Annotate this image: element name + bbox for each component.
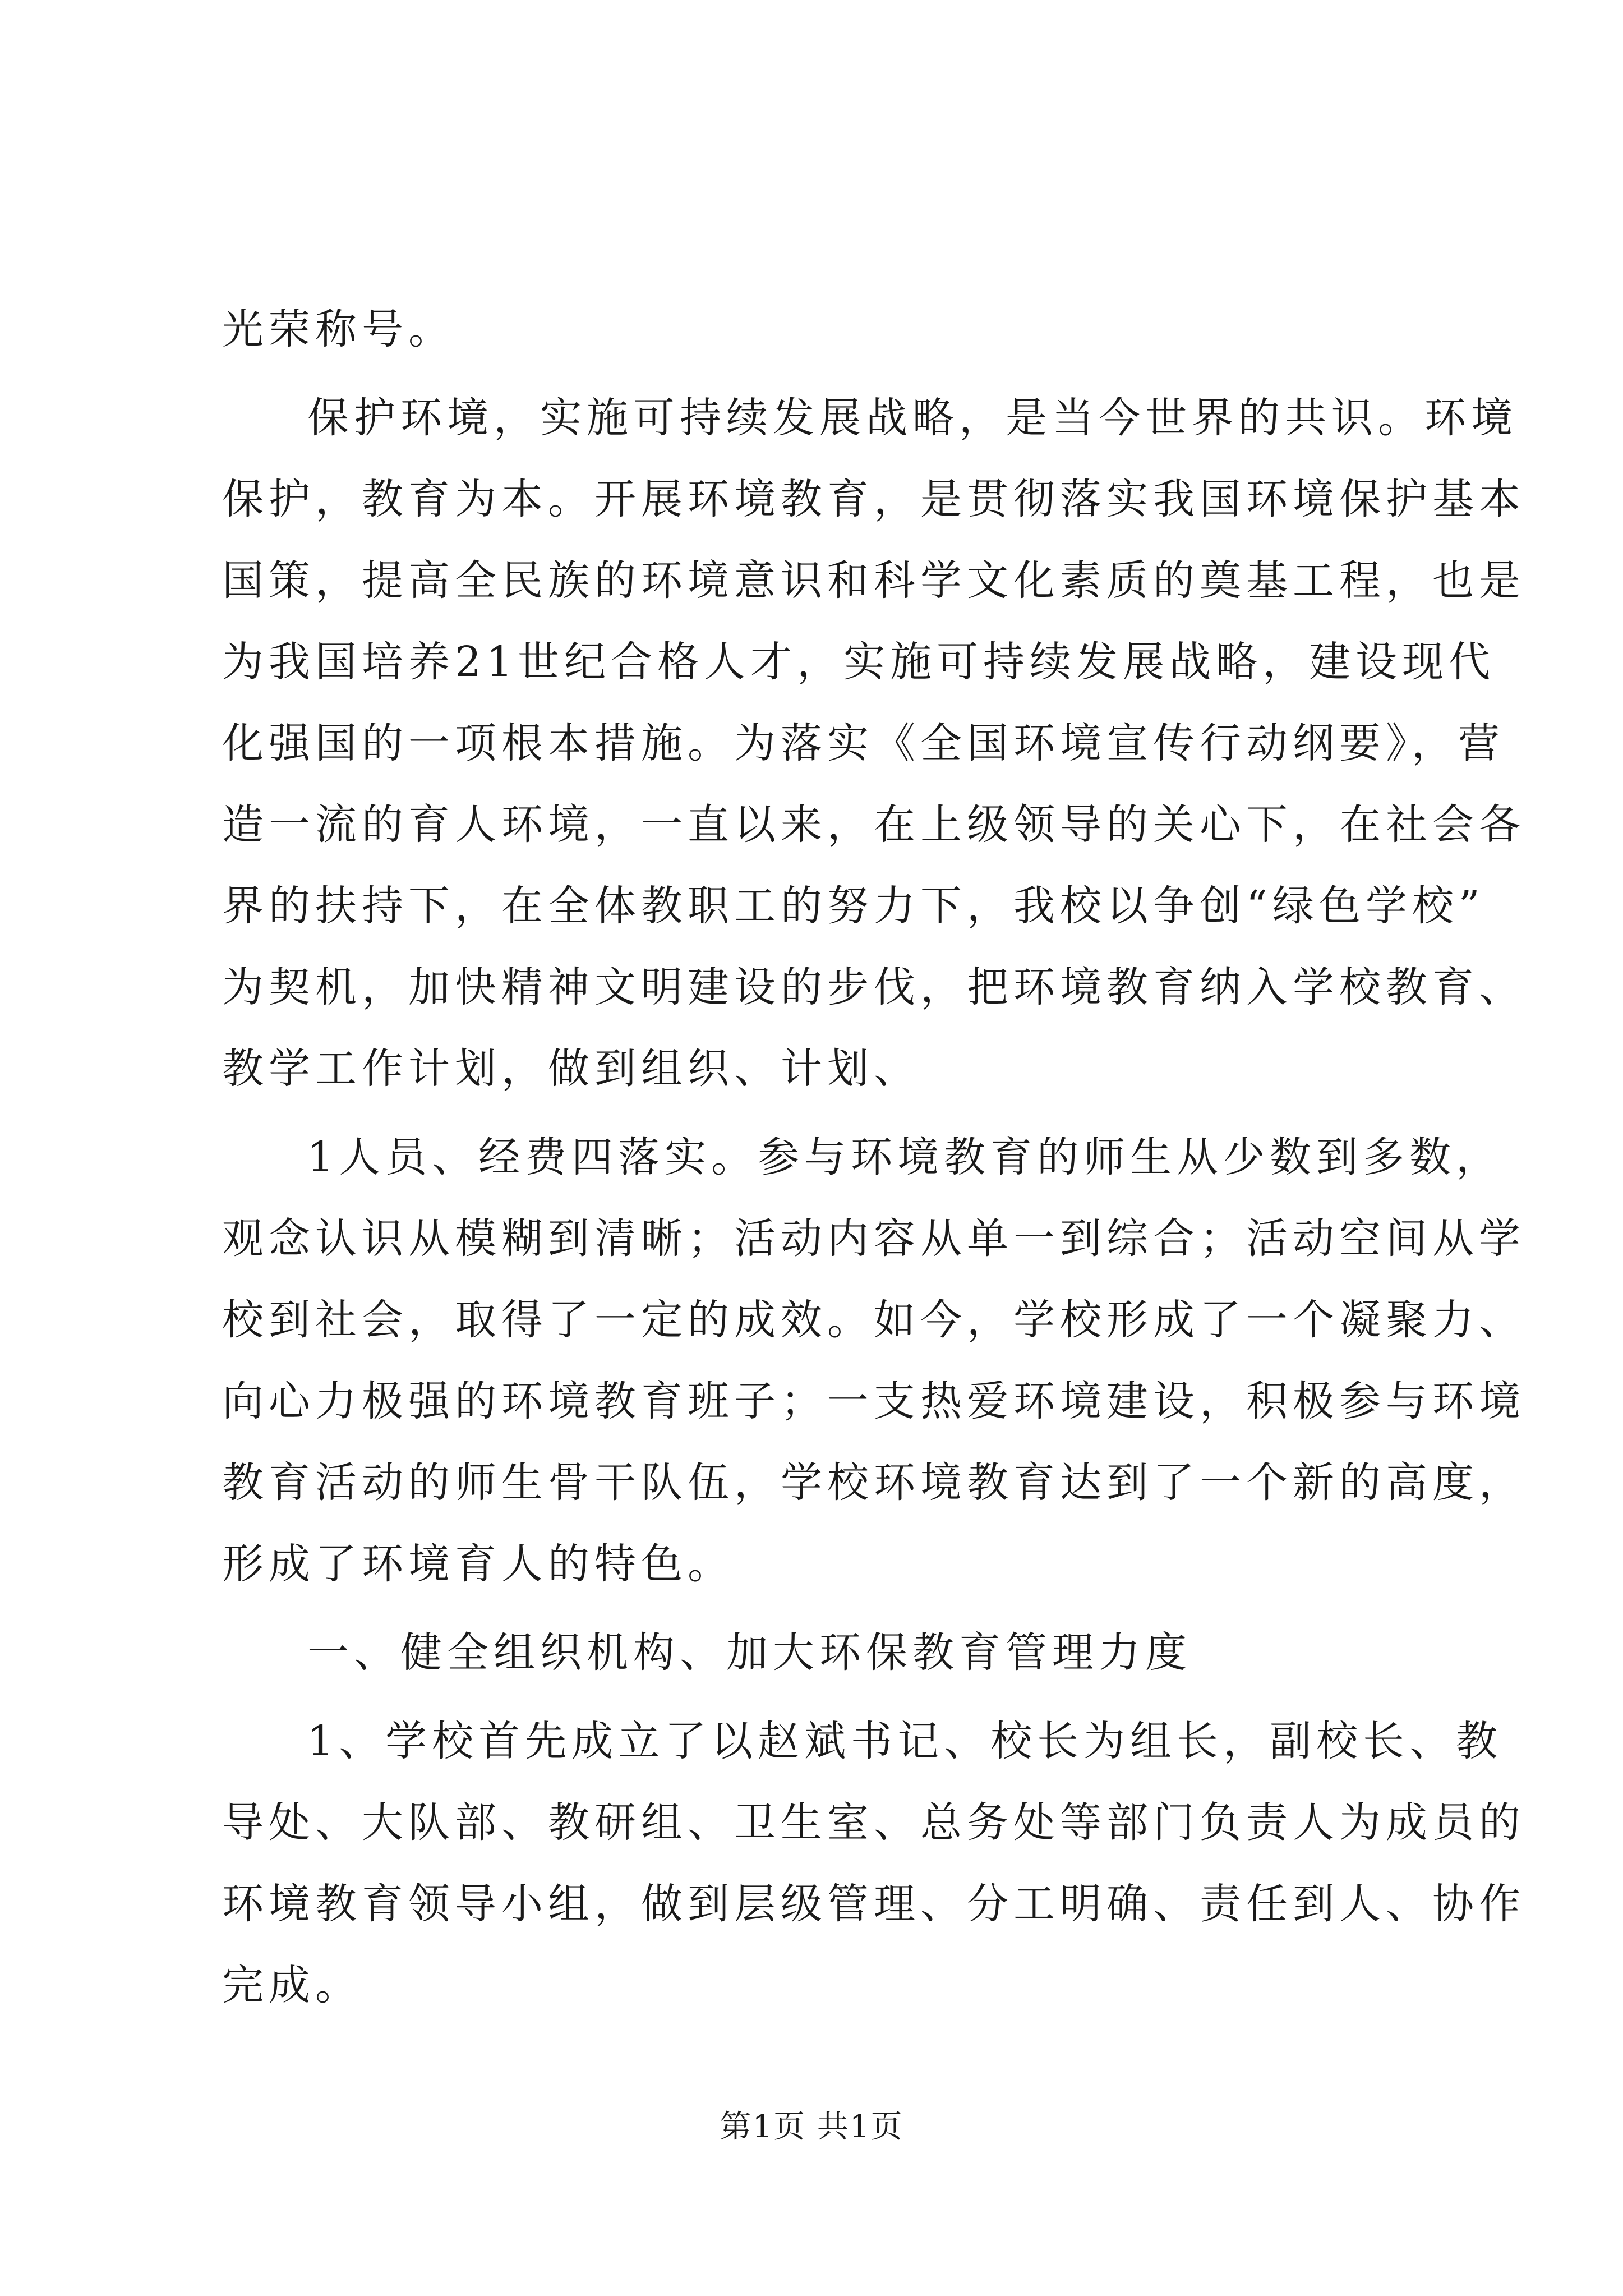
text-line: 界的扶持下，在全体教职工的努力下，我校以争创“绿色学校” xyxy=(222,882,1485,930)
text-line: 形成了环境育人的特色。 xyxy=(222,1540,734,1588)
paragraph-start-line: 保护环境，实施可持续发展战略，是当今世界的共识。环境 xyxy=(307,394,1518,442)
text-line: 为契机，加快精神文明建设的步伐，把环境教育纳入学校教育、 xyxy=(222,963,1525,1011)
paragraph-start-line: 1、学校首先成立了以赵斌书记、校长为组长，副校长、教 xyxy=(307,1717,1503,1765)
text-line: 导处、大队部、教研组、卫生室、总务处等部门负责人为成员的 xyxy=(222,1798,1525,1847)
text-line: 教育活动的师生骨干队伍，学校环境教育达到了一个新的高度， xyxy=(222,1458,1525,1507)
text-line: 为我国培养21世纪合格人才，实施可持续发展战略，建设现代 xyxy=(222,638,1496,686)
text-line: 光荣称号。 xyxy=(222,305,455,353)
text-line: 校到社会，取得了一定的成效。如今，学校形成了一个凝聚力、 xyxy=(222,1296,1525,1344)
text-line: 保护，教育为本。开展环境教育，是贯彻落实我国环境保护基本 xyxy=(222,475,1525,523)
page-number-footer: 第1页 共1页 xyxy=(720,2109,903,2145)
section-heading: 一、健全组织机构、加大环保教育管理力度 xyxy=(307,1628,1192,1677)
text-line: 观念认识从模糊到清晰；活动内容从单一到综合；活动空间从学 xyxy=(222,1214,1525,1263)
text-line: 完成。 xyxy=(222,1961,362,2009)
text-line: 教学工作计划，做到组织、计划、 xyxy=(222,1045,920,1093)
paragraph-start-line: 1人员、经费四落实。参与环境教育的师生从少数到多数， xyxy=(307,1133,1503,1181)
text-line: 国策，提高全民族的环境意识和科学文化素质的奠基工程，也是 xyxy=(222,556,1525,605)
text-line: 造一流的育人环境，一直以来，在上级领导的关心下，在社会各 xyxy=(222,800,1525,849)
text-line: 化强国的一项根本措施。为落实《全国环境宣传行动纲要》，营 xyxy=(222,719,1505,767)
text-line: 向心力极强的环境教育班子；一支热爱环境建设，积极参与环境 xyxy=(222,1377,1525,1425)
text-line: 环境教育领导小组，做到层级管理、分工明确、责任到人、协作 xyxy=(222,1880,1525,1928)
